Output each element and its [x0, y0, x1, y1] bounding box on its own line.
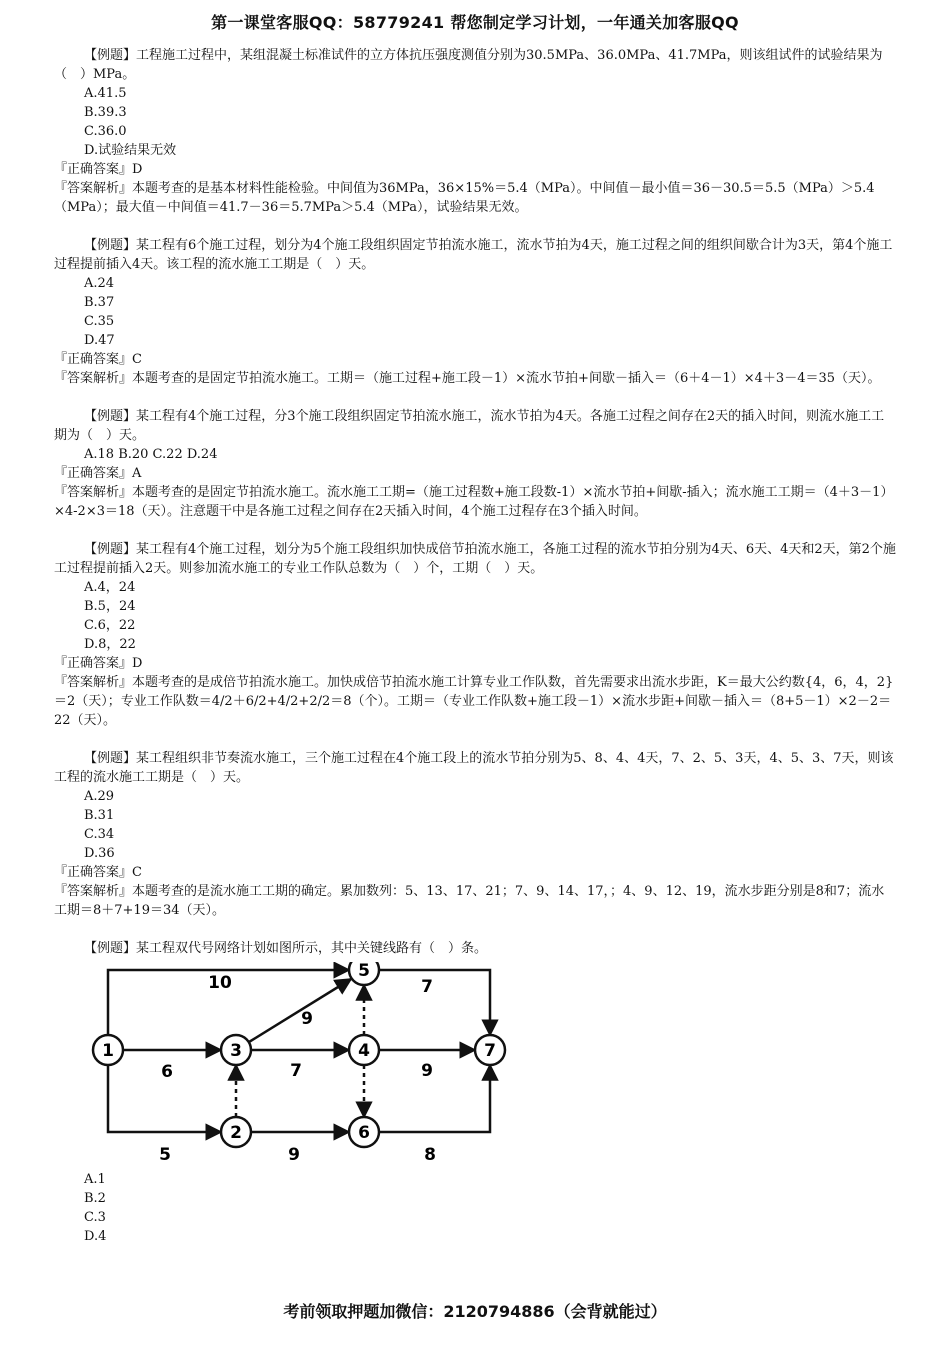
- option: C.3: [84, 1210, 106, 1225]
- option: C.6，22: [84, 618, 136, 633]
- option: D.36: [84, 846, 115, 861]
- duration-label-6-7: 8: [424, 1145, 436, 1165]
- network-node-3: [221, 1035, 251, 1065]
- question-4: [54, 540, 896, 730]
- answer-explanation: 『答案解析』本题考查的是固定节拍流水施工。工期＝（施工过程+施工段－1）×流水节拍+间歇－插入＝（6＋4－1）×4＋3－4＝35（天）。: [54, 371, 881, 386]
- page-footer: 考前领取押题加微信：2120794886（会背就能过）: [283, 1302, 667, 1321]
- question-stem: 【例题】工程施工过程中，某组混凝土标准试件的立方体抗压强度测值分别为30.5MPa、36.0MPa、41.7MPa，则该组试件的试验结果为（ ）MPa。: [54, 48, 883, 82]
- duration-label-1-5: 10: [208, 973, 232, 993]
- activity-arrow-6-7: [379, 1065, 490, 1132]
- correct-answer: 『正确答案』C: [54, 865, 142, 880]
- correct-answer: 『正确答案』C: [54, 352, 142, 367]
- network-node-4: [349, 1035, 379, 1065]
- question-stem: 【例题】某工程有4个施工过程，划分为5个施工段组织加快成倍节拍流水施工，各施工过程的流水节拍分别为4天、6天、4天和2天，第2个施工过程提前插入2天。则参加流水施工的专业工作队总数为（ ）个，工期（ ）天。: [54, 542, 896, 576]
- node-label: 1: [102, 1041, 114, 1061]
- option: D.47: [84, 333, 115, 348]
- option: C.36.0: [84, 124, 127, 139]
- question-stem: 【例题】某工程有4个施工过程，分3个施工段组织固定节拍流水施工，流水节拍为4天。各施工过程之间存在2天的插入时间，则流水施工工期为（ ）天。: [54, 409, 885, 443]
- option: B.5，24: [84, 599, 136, 614]
- option: D.8，22: [84, 637, 136, 652]
- option: A.24: [84, 276, 115, 291]
- option: B.2: [84, 1191, 106, 1206]
- answer-explanation: 『答案解析』本题考查的是基本材料性能检验。中间值为36MPa，36×15%＝5.4（MPa）。中间值－最小值＝36－30.5＝5.5（MPa）＞5.4（MPa）；最大值－中间值＝41.7－36＝5.7MPa＞5.4（MPa），试验结果无效。: [54, 181, 875, 215]
- option: B.31: [84, 808, 115, 823]
- page-header: 第一课堂客服QQ：58779241 帮您制定学习计划，一年通关加客服QQ: [211, 13, 739, 32]
- duration-label-3-4: 7: [290, 1061, 302, 1081]
- answer-explanation: 『答案解析』本题考查的是流水施工工期的确定。累加数列：5、13、17、21；7、9、14、17，；4、9、12、19，流水步距分别是8和7；流水工期＝8＋7+19＝34（天）。: [54, 884, 885, 918]
- duration-label-4-7: 9: [421, 1061, 433, 1081]
- node-label: 5: [358, 962, 370, 981]
- option: C.35: [84, 314, 115, 329]
- duration-label-5-7: 7: [421, 977, 433, 997]
- question-stem: 【例题】某工程有6个施工过程，划分为4个施工段组织固定节拍流水施工，流水节拍为4天，施工过程之间的组织间歇合计为3天，第4个施工过程提前插入4天。该工程的流水施工工期是（ ）天。: [54, 238, 893, 272]
- node-label: 7: [484, 1041, 496, 1061]
- node-label: 6: [358, 1123, 370, 1143]
- correct-answer: 『正确答案』A: [54, 466, 142, 481]
- activity-arrow-3-5: [249, 979, 351, 1042]
- network-node-5: [349, 962, 379, 985]
- option: A.4，24: [84, 580, 136, 595]
- question-1: [54, 46, 896, 217]
- question-3: [54, 407, 896, 521]
- option: A.18 B.20 C.22 D.24: [84, 447, 218, 462]
- option: D.试验结果无效: [84, 143, 177, 158]
- correct-answer: 『正确答案』D: [54, 656, 143, 671]
- answer-explanation: 『答案解析』本题考查的是成倍节拍流水施工。加快成倍节拍流水施工计算专业工作队数，首先需要求出流水步距，K＝最大公约数{4，6，4，2}＝2（天）；专业工作队数＝4/2＋6/2+4/2+2/2＝8（个）。工期＝（专业工作队数+施工段－1）×流水步距+间歇－插入＝（8+5－1）×2－2＝22（天）。: [54, 675, 894, 728]
- network-node-2: [221, 1117, 251, 1147]
- answer-explanation: 『答案解析』本题考查的是固定节拍流水施工。流水施工工期=（施工过程数+施工段数-1）×流水节拍+间歇-插入；流水施工工期＝（4＋3－1）×4-2×3＝18（天）。注意题干中是各施工过程之间存在2天插入时间，4个施工过程存在3个插入时间。: [54, 485, 894, 519]
- network-node-7: [475, 1035, 505, 1065]
- duration-label-3-5: 9: [301, 1009, 313, 1029]
- node-label: 3: [230, 1041, 242, 1061]
- network-node-1: [93, 1035, 123, 1065]
- question-2: [54, 236, 896, 388]
- duration-label-1-3: 6: [161, 1062, 173, 1082]
- option: A.29: [84, 789, 115, 804]
- network-nodes: [93, 962, 505, 1147]
- correct-answer: 『正确答案』D: [54, 162, 143, 177]
- question-stem: 【例题】某工程组织非节奏流水施工，三个施工过程在4个施工段上的流水节拍分别为5、8、4、4天，7、2、5、3天，4、5、3、7天，则该工程的流水施工工期是（ ）天。: [54, 751, 894, 785]
- document-body: [54, 46, 896, 1246]
- option: D.4: [84, 1229, 107, 1244]
- network-diagram: [54, 962, 896, 1170]
- activity-arrow-5-7: [379, 970, 490, 1035]
- option: A.41.5: [84, 86, 127, 101]
- option: B.39.3: [84, 105, 127, 120]
- option: B.37: [84, 295, 115, 310]
- question-stem: 【例题】某工程双代号网络计划如图所示，其中关键线路有（ ）条。: [84, 941, 488, 956]
- node-label: 2: [230, 1123, 242, 1143]
- question-6: [54, 939, 896, 1246]
- duration-label-2-6: 9: [288, 1145, 300, 1165]
- option: C.34: [84, 827, 115, 842]
- node-label: 4: [358, 1041, 370, 1061]
- network-node-6: [349, 1117, 379, 1147]
- network-diagram-svg: [54, 962, 896, 1170]
- question-5: [54, 749, 896, 920]
- duration-label-1-2: 5: [159, 1145, 171, 1165]
- network-edges: [108, 970, 490, 1165]
- option: A.1: [84, 1172, 106, 1187]
